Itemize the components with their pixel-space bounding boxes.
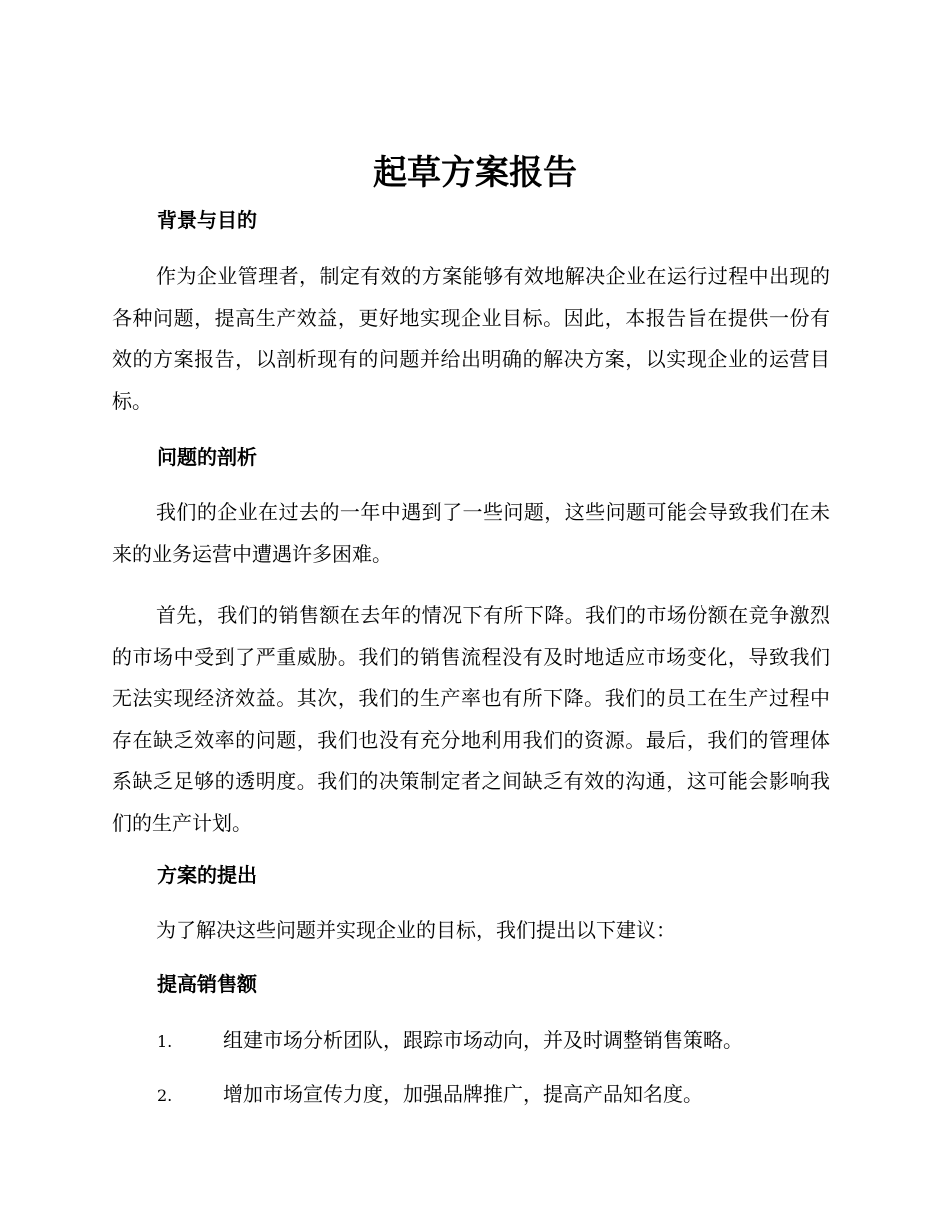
document-title: 起草方案报告: [373, 153, 577, 193]
list-item-number: 1.: [157, 1032, 173, 1051]
paragraph-analysis-intro: 我们的企业在过去的一年中遇到了一些问题，这些问题可能会导致我们在未来的业务运营中遭遇许多困难。: [112, 500, 830, 566]
section-heading-proposal: 方案的提出: [157, 863, 257, 887]
list-item-number: 2.: [157, 1086, 173, 1105]
list-item: [157, 1025, 837, 1057]
paragraph-analysis-detail: 首先，我们的销售额在去年的情况下有所下降。我们的市场份额在竞争激烈的市场中受到了严重威胁。我们的销售流程没有及时地适应市场变化，导致我们无法实现经济效益。其次，我们的生产率也有所下降。我们的员工在生产过程中存在缺乏效率的问题，我们也没有充分地利用我们的资源。最后，我们的管理体系缺乏足够的透明度。我们的决策制定者之间缺乏有效的沟通，这可能会影响我们的生产计划。: [112, 603, 830, 835]
list-item: [157, 1079, 837, 1111]
section-heading-analysis: 问题的剖析: [157, 445, 257, 469]
list-item-text: 增加市场宣传力度，加强品牌推广，提高产品知名度。: [223, 1082, 703, 1106]
paragraph-background: 作为企业管理者，制定有效的方案能够有效地解决企业在运行过程中出现的各种问题，提高生产效益，更好地实现企业目标。因此，本报告旨在提供一份有效的方案报告，以剖析现有的问题并给出明确的解决方案，以实现企业的运营目标。: [112, 264, 830, 413]
section-heading-background: 背景与目的: [157, 208, 257, 232]
section-heading-increase-sales: 提高销售额: [157, 972, 257, 996]
paragraph-proposal-intro: 为了解决这些问题并实现企业的目标，我们提出以下建议：: [156, 918, 676, 942]
list-item-text: 组建市场分析团队，跟踪市场动向，并及时调整销售策略。: [223, 1028, 743, 1052]
